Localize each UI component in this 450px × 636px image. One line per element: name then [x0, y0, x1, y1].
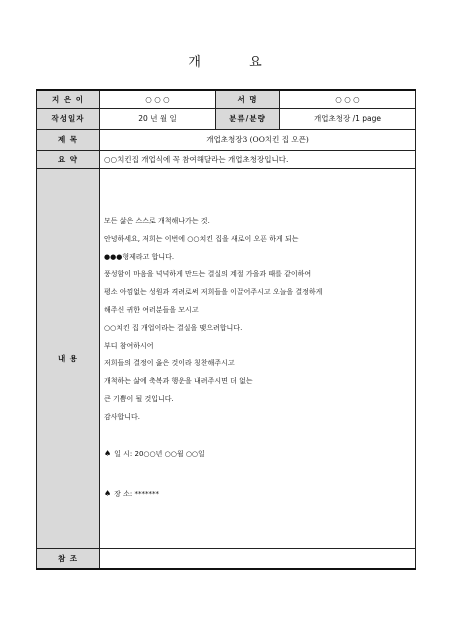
date-value: 20 년 월 일 [100, 108, 216, 129]
subject-row [37, 129, 416, 150]
author-value: ○ ○ ○ [100, 90, 216, 108]
event-place-line [104, 485, 411, 503]
signature-value: ○ ○ ○ [280, 90, 416, 108]
subject-label: 제 목 [37, 129, 100, 150]
content-row [37, 168, 416, 548]
event-date-line [104, 445, 411, 463]
content-label: 내 용 [37, 168, 100, 548]
reference-row [37, 548, 416, 569]
date-label: 작성일자 [37, 108, 100, 129]
author-label: 지 은 이 [37, 90, 100, 108]
content-body [100, 168, 416, 548]
content-line: 풍성함이 마음을 넉넉하게 만드는 결실의 계절 가을과 때를 같이하여 [104, 270, 312, 279]
category-label: 분류/분량 [216, 108, 280, 129]
signature-label: 서 명 [216, 90, 280, 108]
summary-label: 요 약 [37, 150, 100, 168]
subject-value: 개업초청장3 (OO치킨 집 오픈) [100, 129, 416, 150]
date-row [37, 108, 416, 129]
content-line: 부디 참여하시어 [104, 341, 154, 350]
category-value: 개업초청장 /1 page [280, 108, 416, 129]
spade-icon: ♠ [104, 449, 112, 459]
spade-icon: ♠ [104, 489, 112, 499]
content-line: 모든 삶은 스스로 개척해나가는 것. [104, 216, 210, 225]
summary-value: ○○치킨집 개업식에 꼭 참여해달라는 개업초청장입니다. [100, 150, 416, 168]
content-line: 감사합니다. [104, 412, 141, 421]
content-line: 큰 기쁨이 될 것입니다. [104, 394, 174, 403]
reference-label: 참 조 [37, 548, 100, 569]
content-line: 평소 아낌없는 성원과 격려로써 저희들을 이끌어주시고 오늘을 결정하게 [104, 288, 323, 297]
author-row [37, 90, 416, 108]
content-line: 해주신 귀한 여러분들을 모시고 [104, 305, 199, 314]
page-title: 개 요 [188, 55, 284, 70]
reference-value [100, 548, 416, 569]
event-place-text: 장 소: ******* [114, 490, 160, 499]
content-line: 저희들의 결정이 옳은 것이라 칭찬해주시고 [104, 359, 235, 368]
summary-row [37, 150, 416, 168]
document-form [36, 89, 416, 570]
event-date-text: 일 시: 20○○년 ○○월 ○○일 [114, 450, 205, 459]
content-line: ●●●형제라고 합니다. [104, 252, 175, 261]
content-line: 개척하는 삶에 축복과 행운을 내려주시면 더 없는 [104, 377, 253, 386]
content-line: ○○치킨 집 개업이라는 결실을 맺으려합니다. [104, 323, 243, 332]
content-line: 안녕하세요, 저희는 이번에 ○○치킨 집을 새로이 오픈 하게 되는 [104, 234, 299, 243]
